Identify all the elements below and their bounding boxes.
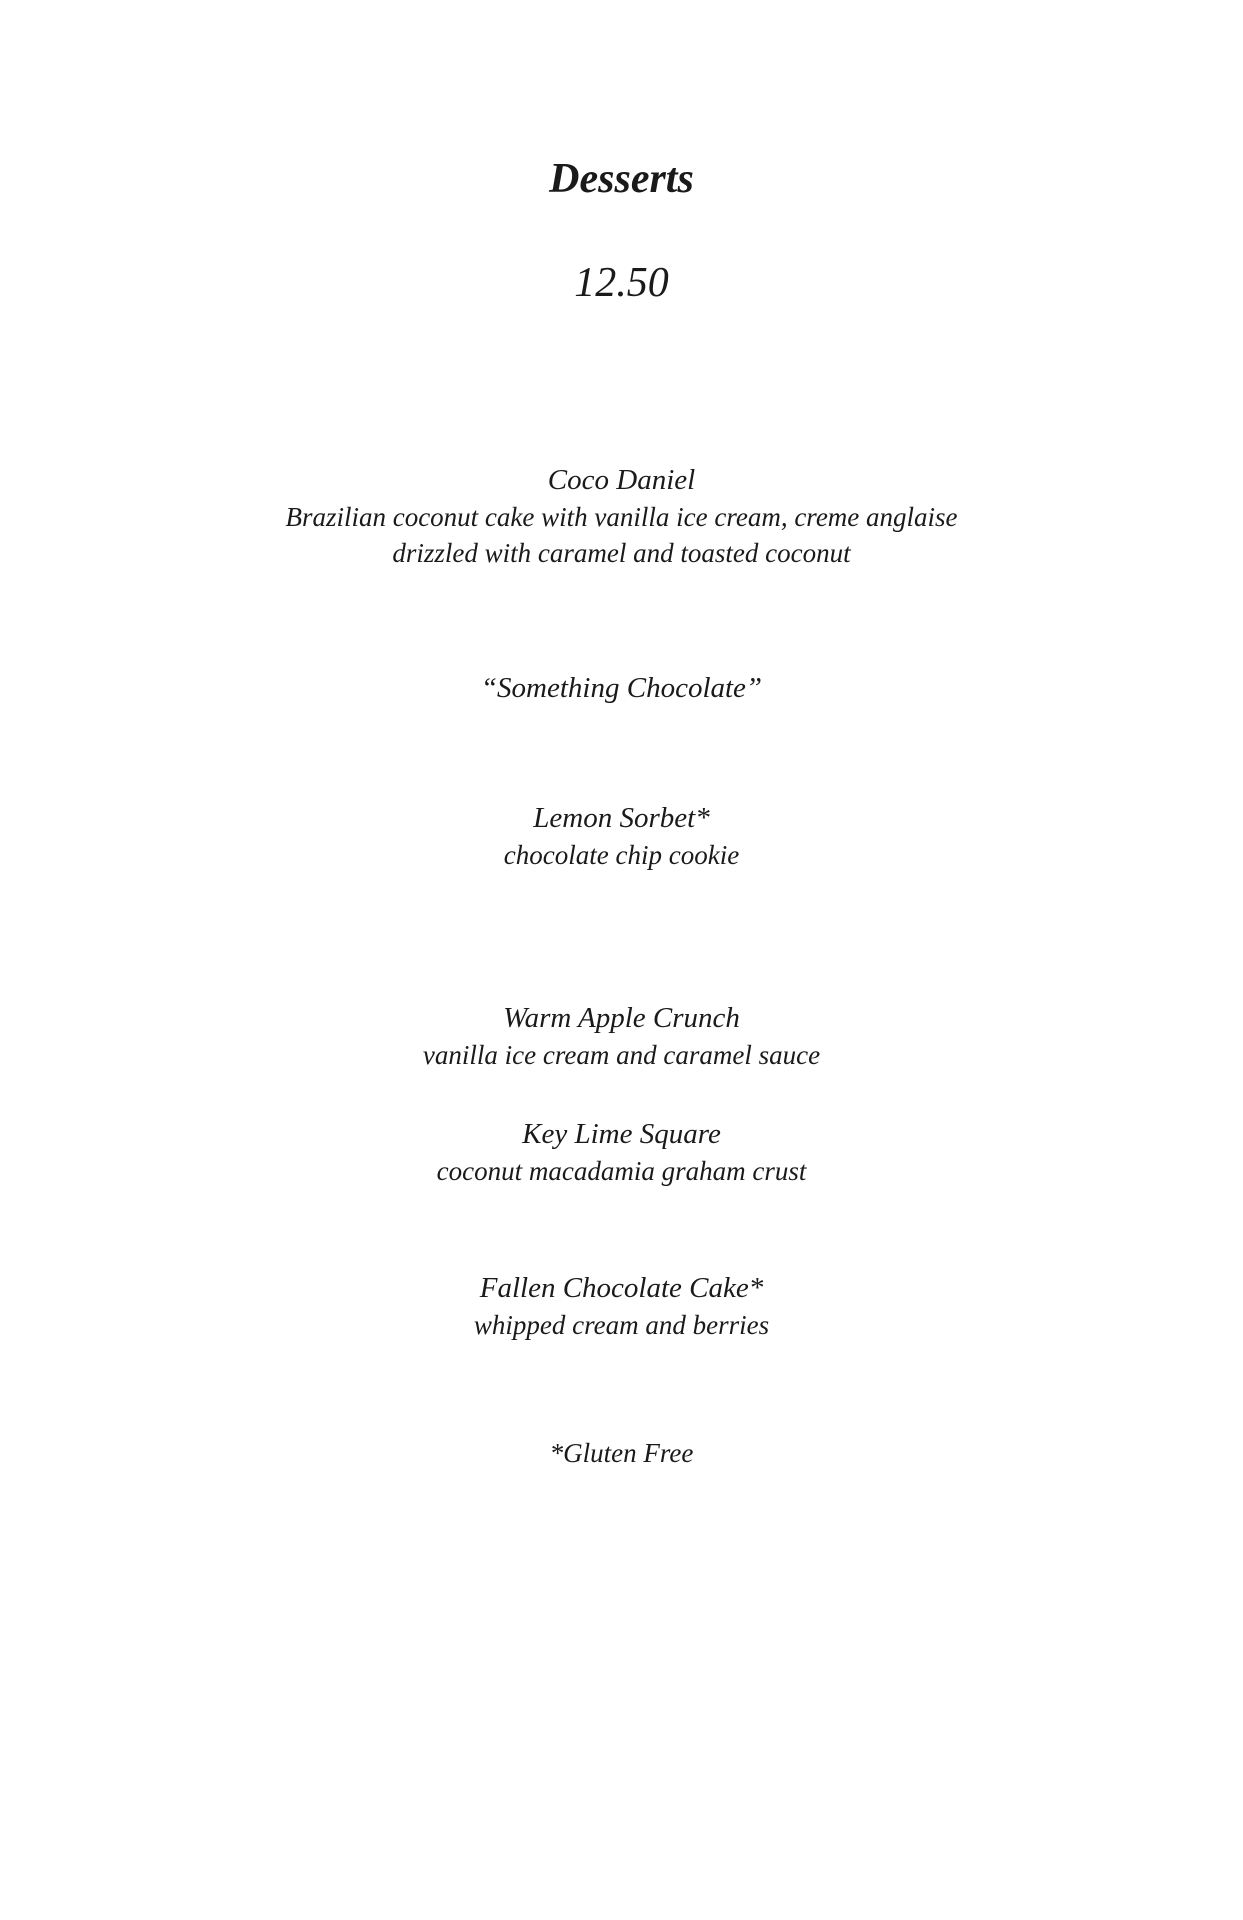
menu-item-description: coconut macadamia graham crust xyxy=(436,1156,807,1186)
gluten-free-footnote: *Gluten Free xyxy=(549,1438,694,1468)
menu-item-name: Lemon Sorbet* xyxy=(533,802,710,834)
menu-title: Desserts xyxy=(549,156,694,202)
menu-item-description: Brazilian coconut cake with vanilla ice cream, creme anglaise xyxy=(285,502,958,532)
menu-item-name: “Something Chocolate” xyxy=(480,672,763,704)
menu-item-name: Fallen Chocolate Cake* xyxy=(479,1272,764,1304)
menu-item-name: Coco Daniel xyxy=(547,464,696,496)
menu-item-description: whipped cream and berries xyxy=(473,1310,770,1340)
menu-item-name: Key Lime Square xyxy=(522,1118,721,1150)
menu-item-description: chocolate chip cookie xyxy=(503,840,740,870)
menu-item-description: drizzled with caramel and toasted coconut xyxy=(392,538,851,568)
menu-item-name: Warm Apple Crunch xyxy=(503,1002,740,1034)
menu-price: 12.50 xyxy=(574,260,669,306)
menu-item-description: vanilla ice cream and caramel sauce xyxy=(422,1040,821,1070)
